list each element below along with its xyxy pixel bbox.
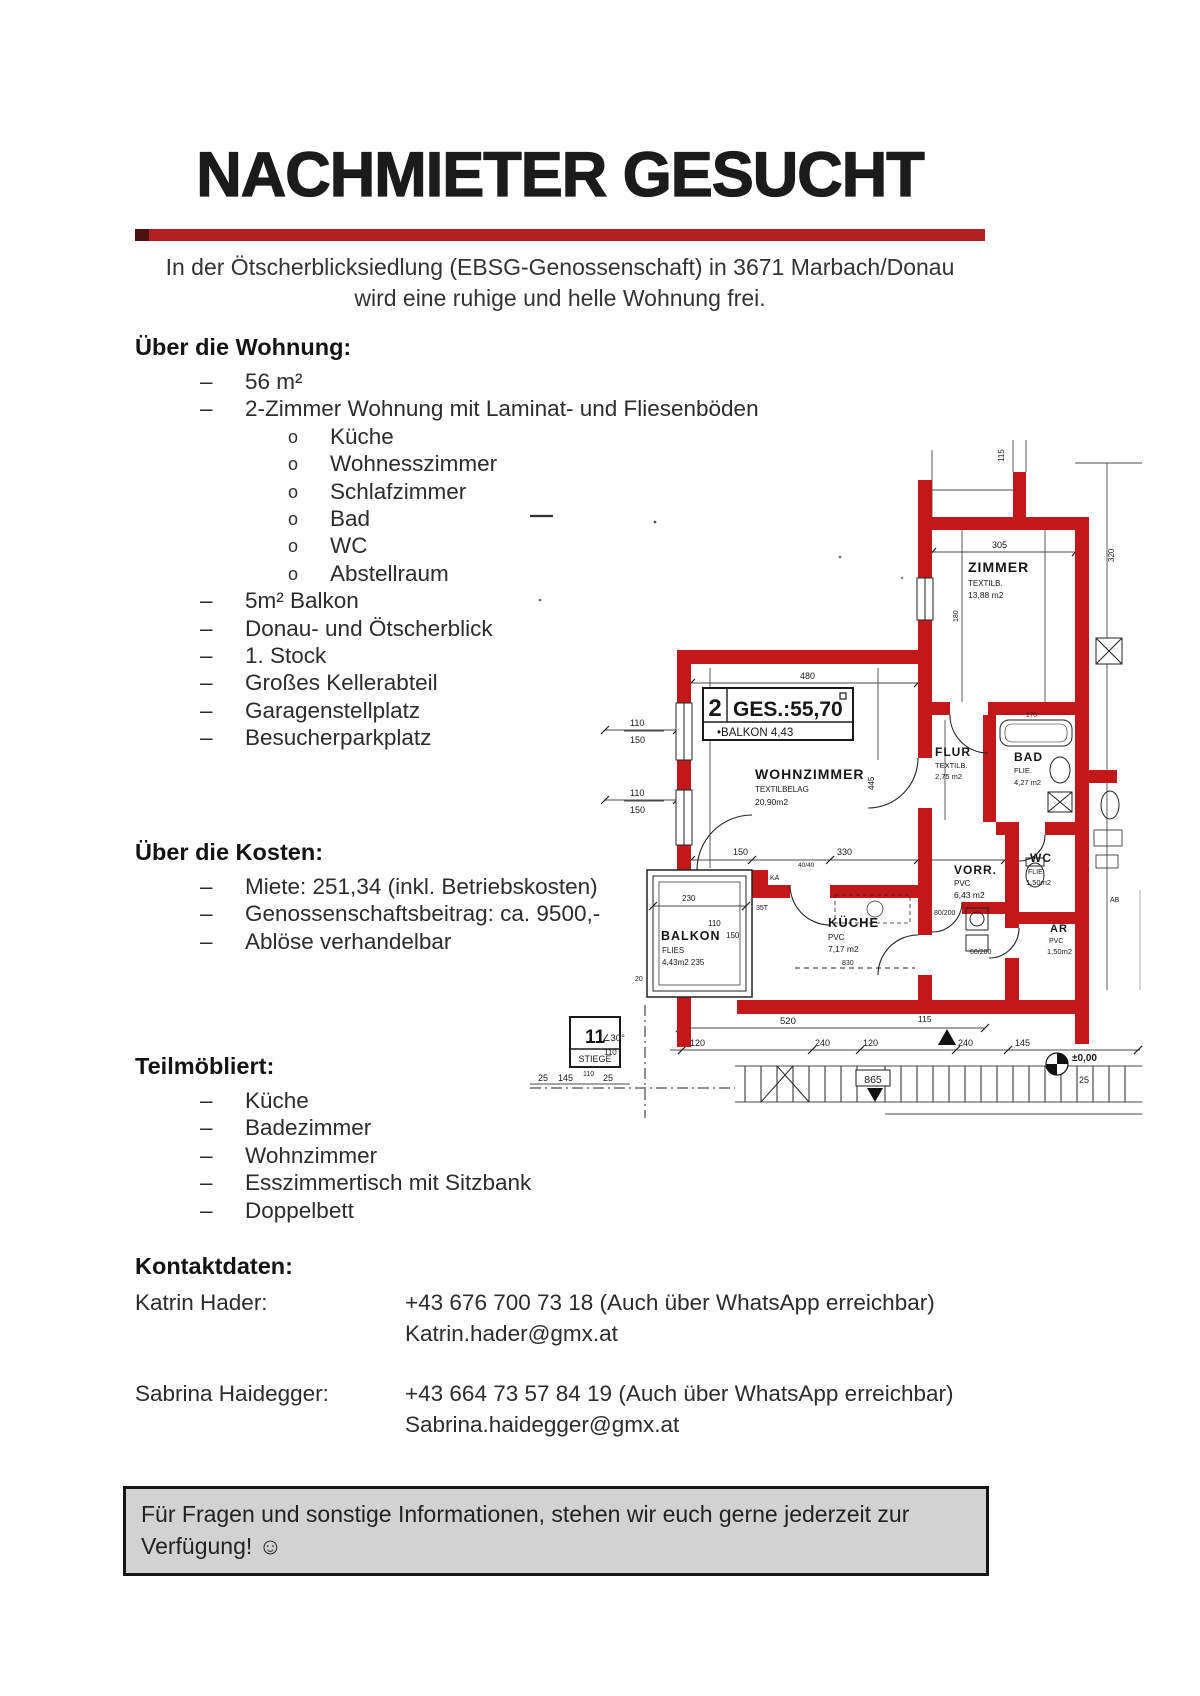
svg-text:PVC: PVC	[828, 933, 845, 942]
stair-unit-number: 2	[708, 695, 722, 722]
svg-text:4,43m2 235: 4,43m2 235	[662, 958, 705, 967]
room-flur: FLUR	[935, 745, 971, 759]
svg-text:∠30°: ∠30°	[602, 1033, 625, 1044]
list-item-label: Ablöse verhandelbar	[245, 928, 452, 954]
room-kueche: KÜCHE	[828, 915, 880, 930]
list-item-label: Küche	[245, 1088, 309, 1113]
svg-text:FLIE.: FLIE.	[1028, 869, 1045, 876]
list-item-label: Großes Kellerabteil	[245, 670, 438, 696]
svg-text:TEXTILBELAG: TEXTILBELAG	[755, 785, 809, 794]
svg-text:120: 120	[690, 1038, 706, 1048]
intro-line: In der Ötscherblicksiedlung (EBSG-Genossenschaft) in 3671 Marbach/Donau	[165, 254, 955, 280]
svg-text:PVC: PVC	[1049, 938, 1064, 945]
room-wc: WC	[1030, 851, 1052, 865]
red-walls	[677, 472, 1117, 1047]
svg-text:110: 110	[708, 919, 721, 928]
dash-bullet: –	[200, 615, 213, 641]
svg-text:320: 320	[1107, 548, 1116, 562]
dash-bullet: –	[200, 642, 213, 668]
list-item	[135, 1087, 531, 1114]
list-item-label: Garagenstellplatz	[245, 697, 421, 723]
contact-name: Sabrina Haidegger:	[135, 1381, 329, 1406]
svg-text:20,90m2: 20,90m2	[755, 797, 789, 807]
svg-text:150: 150	[630, 735, 646, 745]
svg-text:150: 150	[630, 805, 646, 815]
bar-end-cap	[135, 229, 149, 241]
svg-text:60/200: 60/200	[970, 949, 992, 956]
svg-text:PVC: PVC	[954, 879, 971, 888]
room-zimmer: ZIMMER	[968, 559, 1030, 575]
svg-text:1,50m2: 1,50m2	[1047, 947, 1073, 956]
dash-bullet: –	[200, 928, 213, 954]
svg-text:150: 150	[726, 931, 740, 940]
page-title: NACHMIETER GESUCHT	[196, 140, 924, 210]
intro-line: wird eine ruhige und helle Wohnung frei.	[354, 285, 766, 311]
intro-paragraph	[135, 252, 985, 314]
svg-text:2,75 m2: 2,75 m2	[935, 772, 963, 781]
svg-text:445: 445	[867, 776, 876, 790]
svg-text:25: 25	[538, 1073, 549, 1083]
sub-item-label: Abstellraum	[330, 560, 449, 586]
room-abstellraum: AR	[1050, 923, 1068, 935]
svg-text:240: 240	[815, 1038, 831, 1048]
svg-text:AB: AB	[1110, 897, 1120, 904]
list-item-label: Esszimmertisch mit Sitzbank	[245, 1170, 532, 1196]
svg-text:120: 120	[863, 1038, 879, 1048]
svg-text:1,50m2: 1,50m2	[1026, 878, 1052, 887]
list-item-label: Donau- und Ötscherblick	[245, 615, 493, 641]
stair-direction-arrow-down	[867, 1088, 883, 1102]
sub-item-label: Bad	[330, 505, 371, 531]
list-item-label: 2-Zimmer Wohnung mit Laminat- und Fliesenböden	[245, 396, 759, 422]
list-item-label: 5m² Balkon	[245, 588, 359, 614]
list-item	[135, 1169, 531, 1196]
svg-text:145: 145	[1015, 1038, 1031, 1048]
svg-text:830: 830	[842, 960, 854, 967]
contact-phone: +43 676 700 73 18 (Auch über WhatsApp erreichbar)	[405, 1290, 935, 1315]
section-kontakt	[135, 1253, 1035, 1440]
room-bad: BAD	[1014, 750, 1043, 764]
svg-text:170: 170	[1026, 712, 1037, 719]
svg-text:305: 305	[992, 540, 1008, 550]
balkon-area-label: •BALKON 4,43	[717, 727, 794, 739]
dash-bullet: –	[200, 901, 213, 927]
dash-bullet: –	[200, 1197, 213, 1223]
dash-bullet: –	[200, 1088, 213, 1113]
level-marker	[1046, 1053, 1097, 1085]
contact-name: Katrin Hader:	[135, 1290, 268, 1315]
footer-text: Für Fragen und sonstige Informationen, stehen wir euch gerne jederzeit zur Verfügung! ☺	[141, 1501, 910, 1559]
dash-bullet: –	[200, 1142, 213, 1168]
scan-artifacts	[530, 516, 903, 601]
svg-text:110: 110	[604, 1048, 617, 1057]
svg-text:865: 865	[864, 1074, 882, 1086]
contact-row	[135, 1287, 1035, 1349]
sub-item-label: WC	[330, 533, 368, 559]
list-item-label: Badezimmer	[245, 1115, 372, 1141]
svg-text:115: 115	[918, 1014, 932, 1024]
svg-text:FLIE.: FLIE.	[1014, 766, 1032, 775]
floor-plan	[530, 430, 1145, 1120]
svg-text:115: 115	[997, 449, 1006, 462]
section-moebliert	[135, 1053, 531, 1224]
stiege-label: STIEGE	[578, 1054, 612, 1064]
list-item-label: Besucherparkplatz	[245, 725, 432, 751]
svg-text:KA: KA	[770, 875, 780, 882]
svg-text:110: 110	[630, 718, 645, 728]
circle-bullet: o	[288, 426, 299, 447]
svg-text:6,43 m2: 6,43 m2	[954, 890, 985, 900]
dash-bullet: –	[200, 369, 213, 394]
dash-bullet: –	[200, 396, 213, 422]
level-value: ±0,00	[1072, 1053, 1097, 1064]
svg-text:35T: 35T	[756, 905, 769, 912]
list-item	[135, 395, 759, 422]
contact-email: Katrin.hader@gmx.at	[405, 1321, 618, 1346]
list-item-label: Miete: 251,34 (inkl. Betriebskosten)	[245, 874, 598, 899]
svg-text:13,88 m2: 13,88 m2	[968, 590, 1004, 600]
svg-text:145: 145	[558, 1073, 574, 1083]
dash-bullet: –	[200, 1115, 213, 1141]
svg-text:180: 180	[953, 610, 960, 622]
list-item-label: 1. Stock	[245, 642, 327, 668]
svg-text:7,17 m2: 7,17 m2	[828, 944, 859, 954]
list-item	[135, 1142, 531, 1169]
contact-phone: +43 664 73 57 84 19 (Auch über WhatsApp erreichbar)	[405, 1381, 954, 1406]
circle-bullet: o	[288, 454, 299, 475]
contact-email: Sabrina.haidegger@gmx.at	[405, 1412, 680, 1437]
list-item-label: 56 m²	[245, 369, 303, 394]
stiege-number: 11	[584, 1027, 606, 1048]
svg-text:25: 25	[603, 1073, 614, 1083]
dash-bullet: –	[200, 697, 213, 723]
list-item-label: Genossenschaftsbeitrag: ca. 9500,-	[245, 901, 601, 927]
sub-item-label: Küche	[330, 423, 394, 449]
section-heading: Über die Wohnung:	[135, 334, 352, 360]
footer-note-box	[123, 1486, 989, 1576]
ges-total-box	[703, 688, 853, 740]
section-cut-lines	[530, 1005, 735, 1118]
dash-bullet: –	[200, 1170, 213, 1196]
circle-bullet: o	[288, 563, 299, 584]
svg-text:FLIES: FLIES	[662, 946, 685, 955]
svg-text:TEXTILB.: TEXTILB.	[968, 579, 1003, 588]
sub-item-label: Schlafzimmer	[330, 478, 467, 504]
section-heading: Kontaktdaten:	[135, 1253, 293, 1279]
list-item	[135, 1197, 531, 1224]
room-vorraum: VORR.	[954, 863, 998, 877]
room-balkon: BALKON	[661, 929, 721, 943]
circle-bullet: o	[288, 481, 299, 502]
svg-text:240: 240	[958, 1038, 974, 1048]
list-item-label: Wohnzimmer	[245, 1142, 378, 1168]
dash-bullet: –	[200, 588, 213, 614]
svg-text:110: 110	[583, 1071, 595, 1078]
svg-text:330: 330	[837, 847, 853, 857]
dash-bullet: –	[200, 670, 213, 696]
circle-bullet: o	[288, 536, 299, 557]
svg-text:520: 520	[780, 1016, 796, 1027]
svg-text:150: 150	[733, 847, 749, 857]
svg-text:230: 230	[682, 894, 696, 903]
svg-text:20: 20	[635, 976, 643, 983]
stair-treads	[745, 1066, 1125, 1102]
dash-bullet: –	[200, 874, 213, 899]
title-underline-bar	[135, 229, 985, 241]
contact-row	[135, 1378, 1035, 1440]
svg-text:40/40: 40/40	[798, 862, 815, 869]
room-wohnzimmer: WOHNZIMMER	[755, 766, 865, 782]
dash-bullet: –	[200, 725, 213, 751]
svg-text:25: 25	[1079, 1075, 1090, 1085]
svg-text:110: 110	[630, 788, 645, 798]
stair-direction-arrow-up	[938, 1029, 956, 1045]
svg-text:480: 480	[800, 671, 816, 681]
section-heading: Über die Kosten:	[135, 839, 324, 865]
svg-text:80/200: 80/200	[934, 910, 956, 917]
circle-bullet: o	[288, 508, 299, 529]
list-item	[135, 368, 759, 395]
sub-item-label: Wohnesszimmer	[330, 451, 498, 477]
list-item	[135, 1114, 531, 1141]
total-area-label: GES.:55,70	[733, 698, 843, 721]
svg-text:TEXTILB.: TEXTILB.	[935, 761, 968, 770]
section-heading: Teilmöbliert:	[135, 1053, 275, 1079]
stair-length-box	[856, 1070, 890, 1086]
washbasin	[1050, 757, 1070, 783]
list-item-label: Doppelbett	[245, 1197, 354, 1223]
svg-text:4,27 m2: 4,27 m2	[1014, 778, 1042, 787]
